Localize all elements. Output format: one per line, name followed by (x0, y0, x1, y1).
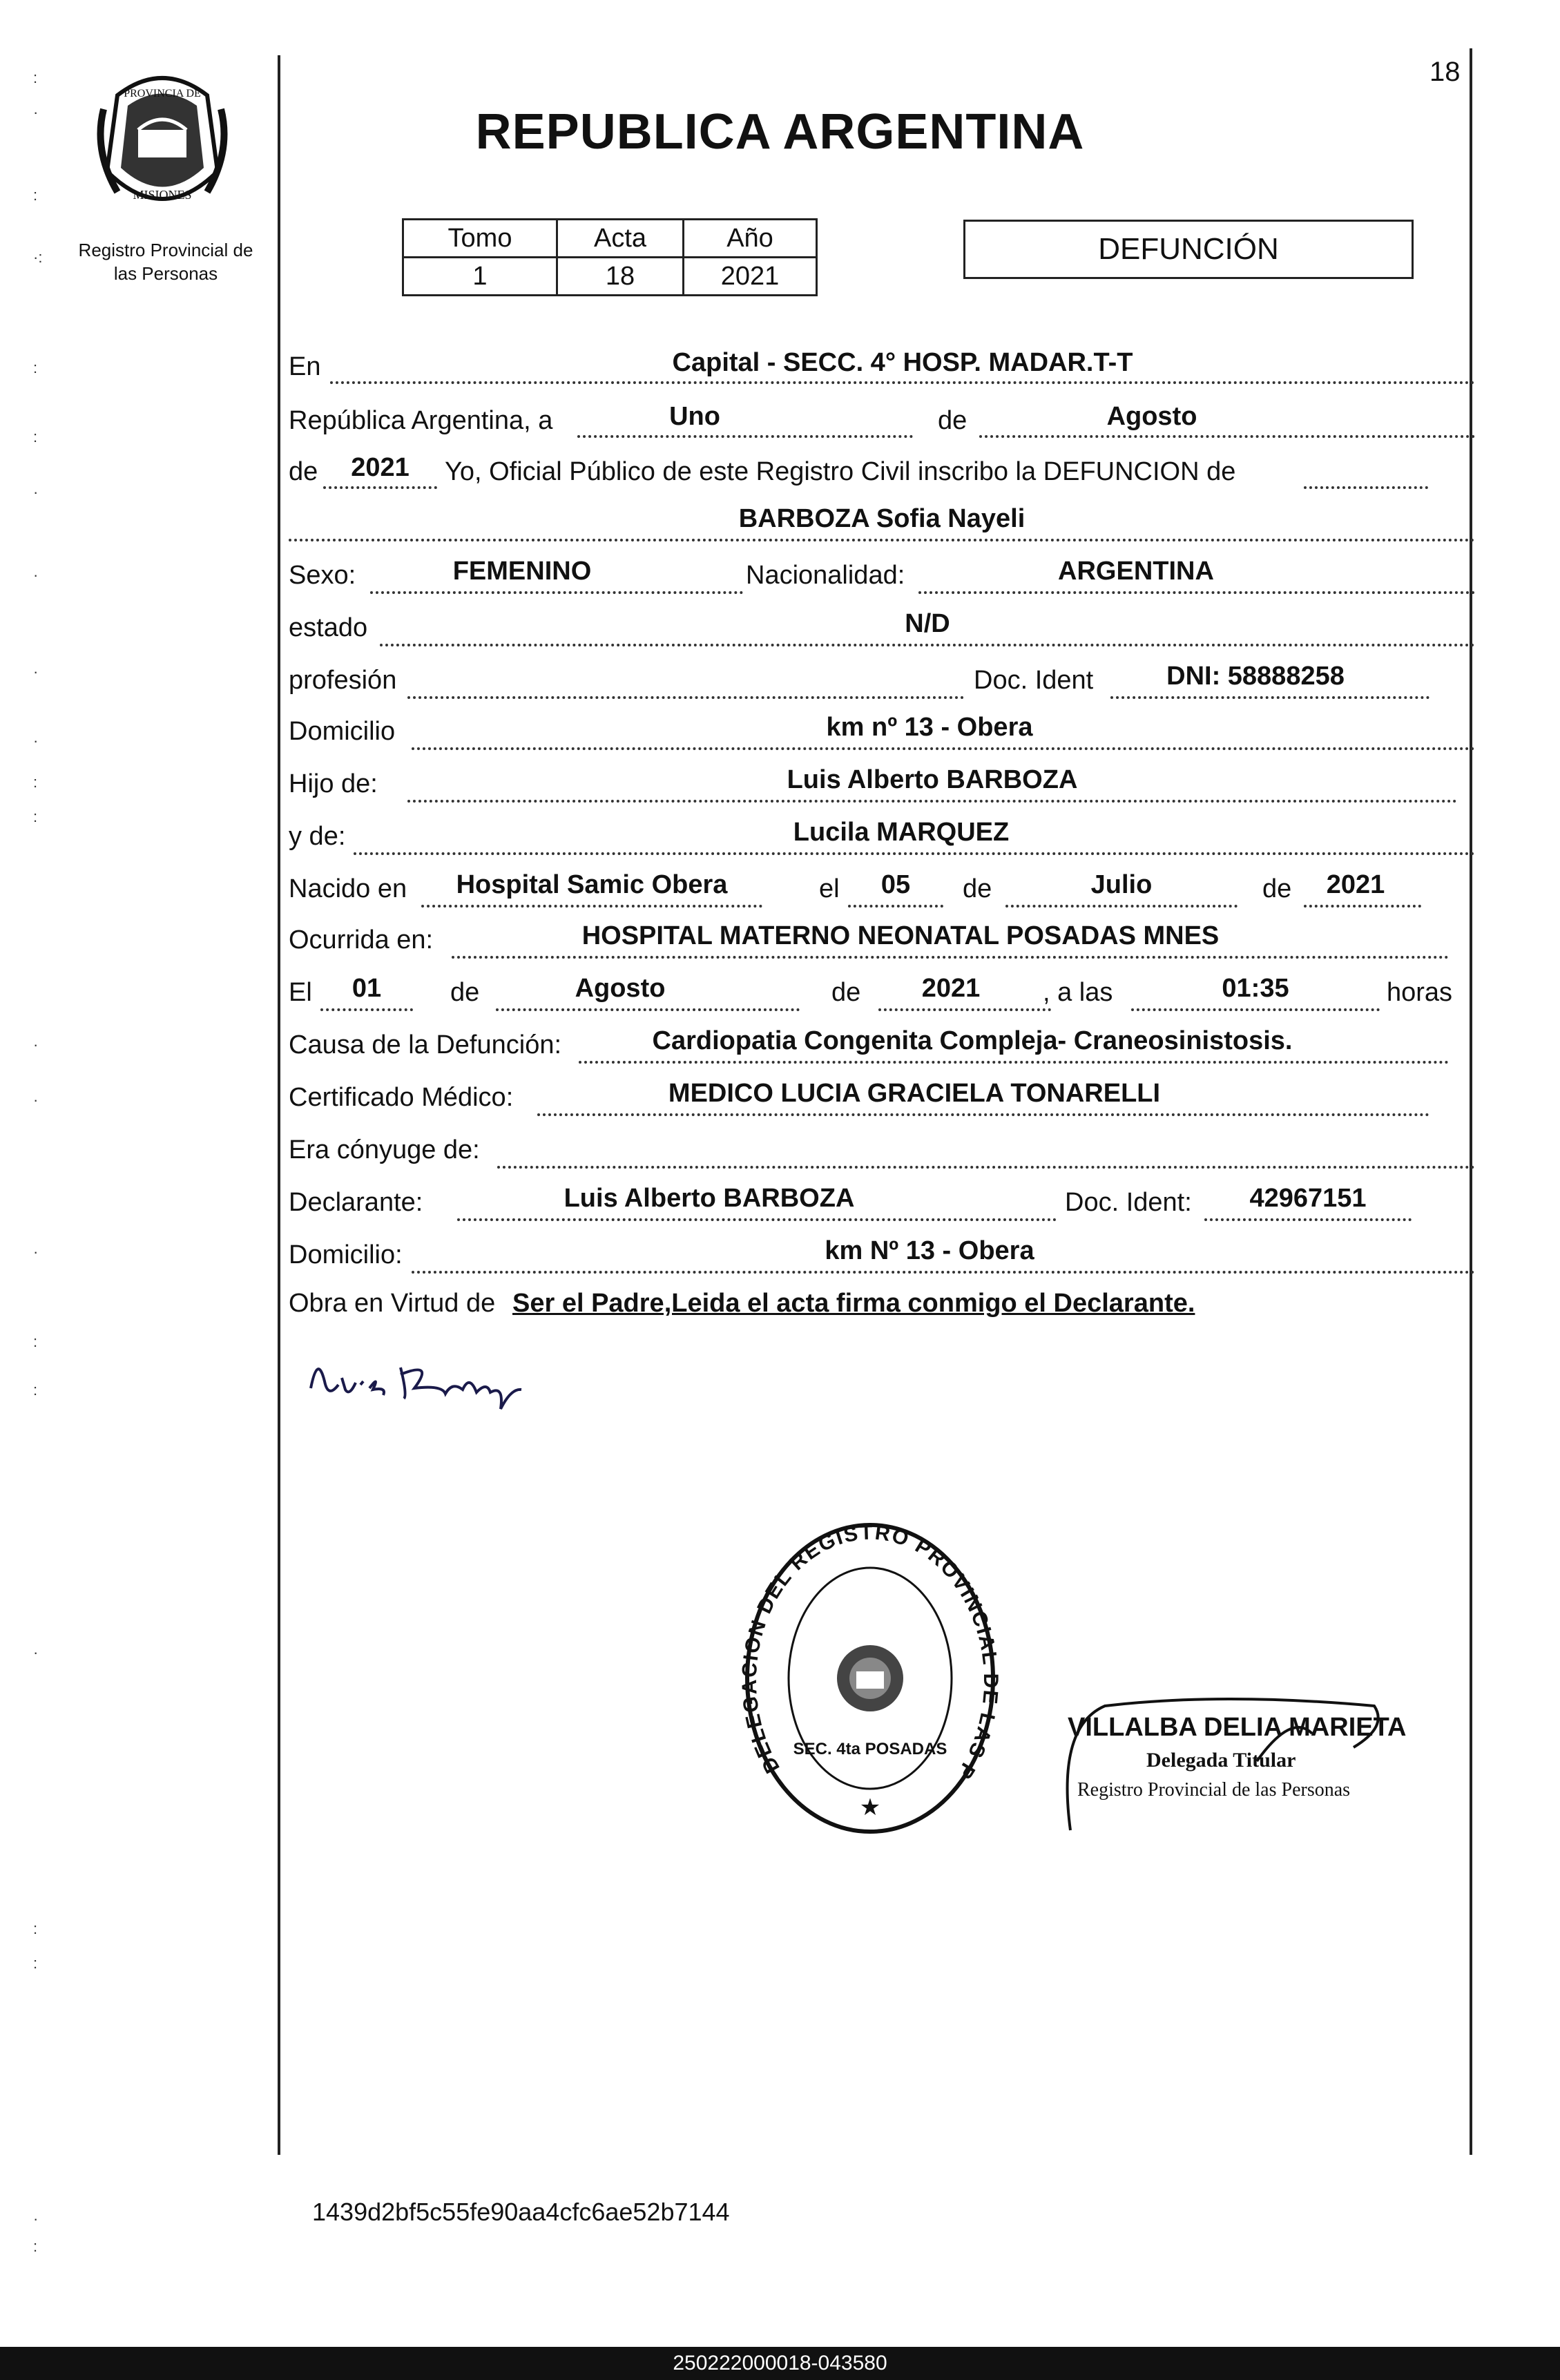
sexo-label: Sexo: (289, 561, 356, 590)
nombre-value: BARBOZA Sofia Nayeli (738, 504, 1025, 533)
sexo-value: FEMENINO (452, 557, 592, 586)
decl-doc-value: 42967151 (1249, 1184, 1367, 1213)
en-label: En (289, 352, 321, 381)
table-header-tomo: Tomo (403, 220, 557, 258)
logo-text-bottom: MISIONES (133, 188, 192, 202)
alas-label: , a las (1043, 978, 1113, 1007)
decl-domicilio-value: km Nº 13 - Obera (825, 1236, 1034, 1265)
table-value-anio: 2021 (684, 258, 817, 296)
conyuge-label: Era cónyuge de: (289, 1135, 480, 1164)
def-de1-label: de (450, 978, 480, 1007)
registry-stamp (739, 1519, 1001, 1837)
document-hash: 1439d2bf5c55fe90aa4cfc6ae52b7144 (312, 2198, 730, 2226)
logo-text-top: PROVINCIA DE (124, 88, 201, 99)
record-table (402, 218, 818, 296)
yde-label: y de: (289, 822, 346, 851)
nacido-de1-label: de (963, 874, 992, 903)
yo-text: Yo, Oficial Público de este Registro Civil inscribo la DEFUNCION de (445, 457, 1236, 486)
official-role: Delegada Titular (1146, 1749, 1296, 1772)
nacido-label: Nacido en (289, 874, 407, 903)
table-value-acta: 18 (557, 258, 684, 296)
domicilio-label: Domicilio (289, 717, 396, 746)
hijo-label: Hijo de: (289, 769, 378, 798)
nacido-dia: 05 (880, 870, 911, 899)
doc-ident-value: DNI: 58888258 (1166, 662, 1345, 691)
def-dia: 01 (352, 974, 382, 1003)
ocurrida-label: Ocurrida en: (289, 925, 434, 954)
declarante-signature (304, 1347, 539, 1426)
stamp-outer-text: DELEGACION DEL REGISTRO PROVINCIAL DE LAS P (739, 1521, 1001, 1784)
stamp-inner-text: SEC. 4ta POSADAS (793, 1740, 947, 1758)
table-value-tomo: 1 (403, 258, 557, 296)
page-number: 18 (1429, 57, 1461, 87)
declarante-value: Luis Alberto BARBOZA (564, 1184, 855, 1213)
en-value: Capital - SECC. 4° HOSP. MADAR.T-T (672, 348, 1133, 377)
official-signature-block (1050, 1685, 1436, 1854)
def-mes: Agosto (575, 974, 666, 1003)
de2-label: de (289, 457, 318, 486)
hijo-value: Luis Alberto BARBOZA (787, 765, 1078, 794)
certificado-label: Certificado Médico: (289, 1083, 514, 1112)
horas-label: horas (1387, 978, 1453, 1007)
mes-value: Agosto (1106, 402, 1197, 431)
nacido-mes: Julio (1090, 870, 1153, 899)
republica-label: República Argentina, a (289, 406, 553, 435)
star-icon: ★ (859, 1794, 881, 1821)
domicilio-value: km nº 13 - Obera (826, 713, 1033, 742)
official-name: VILLALBA DELIA MARIETA (1068, 1713, 1407, 1742)
nacido-de2-label: de (1262, 874, 1292, 903)
document-type-box: DEFUNCIÓN (963, 220, 1414, 279)
causa-label: Causa de la Defunción: (289, 1030, 562, 1059)
nacido-el-label: el (819, 874, 840, 903)
obra-value: Ser el Padre,Leida el acta firma conmigo el Declarante. (512, 1289, 1195, 1318)
de-label: de (938, 406, 967, 435)
yde-value: Lucila MARQUEZ (793, 818, 1010, 847)
nacionalidad-label: Nacionalidad: (746, 561, 905, 590)
causa-value: Cardiopatia Congenita Compleja- Craneosinistosis. (652, 1026, 1293, 1055)
page-title: REPUBLICA ARGENTINA (475, 104, 1085, 160)
declarante-signature-text: Luis Barboza (304, 1421, 312, 1422)
ocurrida-value: HOSPITAL MATERNO NEONATAL POSADAS MNES (581, 921, 1220, 950)
logo-caption (55, 238, 276, 285)
footer-code-bar: 250222000018-043580 (0, 2347, 1560, 2380)
certificado-value: MEDICO LUCIA GRACIELA TONARELLI (668, 1079, 1161, 1108)
def-hora: 01:35 (1222, 974, 1289, 1003)
def-anio: 2021 (921, 974, 981, 1003)
left-margin-line (278, 55, 280, 2155)
nacido-value: Hospital Samic Obera (456, 870, 728, 899)
profesion-label: profesión (289, 666, 397, 695)
doc-ident-label: Doc. Ident (974, 666, 1094, 695)
declarante-label: Declarante: (289, 1188, 423, 1217)
estado-value: N/D (905, 609, 950, 638)
def-de2-label: de (831, 978, 861, 1007)
logo-caption-line2: las Personas (113, 263, 218, 284)
official-org: Registro Provincial de las Personas (1077, 1779, 1351, 1801)
obra-label: Obra en Virtud de (289, 1289, 496, 1318)
table-header-anio: Año (684, 220, 817, 258)
el2-label: El (289, 978, 312, 1007)
dia-value: Uno (669, 402, 720, 431)
estado-label: estado (289, 613, 368, 642)
nacido-anio: 2021 (1326, 870, 1385, 899)
nacionalidad-value: ARGENTINA (1058, 557, 1214, 586)
decl-domicilio-label: Domicilio: (289, 1240, 403, 1269)
logo-caption-line1: Registro Provincial de (78, 240, 253, 260)
table-header-acta: Acta (557, 220, 684, 258)
anio-value: 2021 (351, 453, 410, 482)
decl-doc-label: Doc. Ident: (1065, 1188, 1192, 1217)
